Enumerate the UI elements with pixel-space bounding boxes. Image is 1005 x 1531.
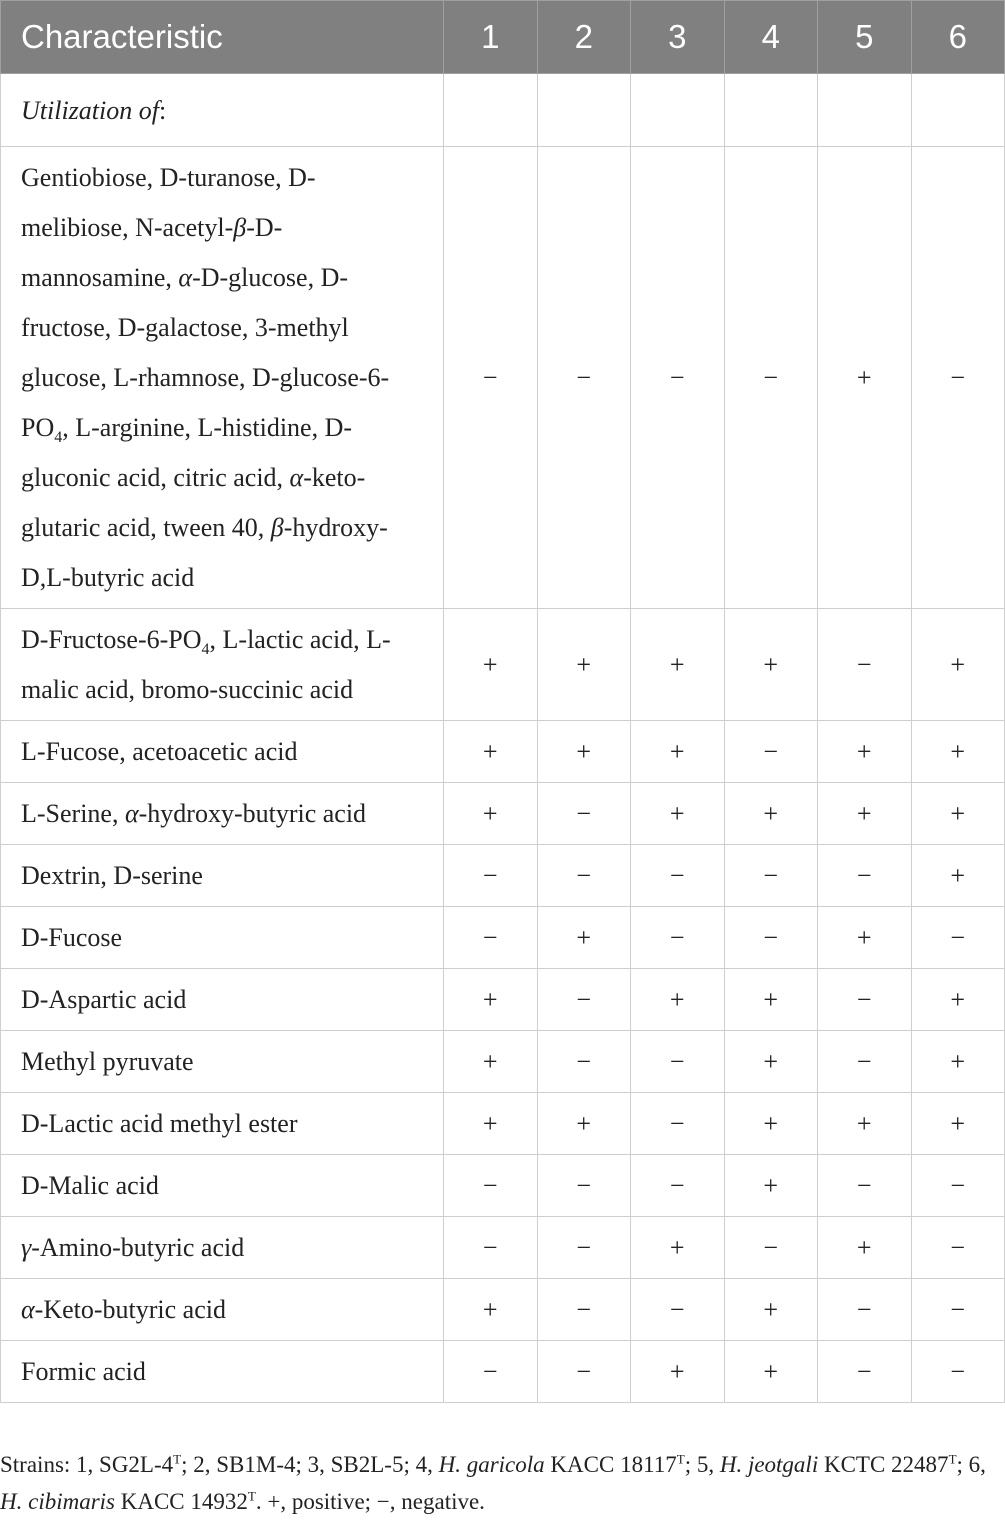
value-cell-strain-2: − (537, 1031, 631, 1093)
section-row (1, 74, 1005, 147)
row-label: Dextrin, D-serine (1, 845, 444, 907)
value-cell-strain-1: − (444, 1155, 538, 1217)
value-cell-strain-3: − (631, 1279, 725, 1341)
header-characteristic: Characteristic (1, 1, 444, 74)
value-cell-strain-2: − (537, 1217, 631, 1279)
header-row (1, 1, 1005, 74)
value-cell-strain-3: + (631, 1341, 725, 1403)
value-cell-strain-3: + (631, 969, 725, 1031)
value-cell-strain-5: − (818, 969, 912, 1031)
value-cell-strain-1: − (444, 147, 538, 609)
table-row (1, 845, 1005, 907)
value-cell-strain-1: + (444, 969, 538, 1031)
value-cell-strain-1: − (444, 845, 538, 907)
value-cell-strain-4: + (724, 1279, 818, 1341)
header-strain-1: 1 (444, 1, 538, 74)
value-cell-strain-5: − (818, 609, 912, 721)
header-strain-6: 6 (911, 1, 1005, 74)
value-cell-strain-4: + (724, 1341, 818, 1403)
value-cell-strain-6: + (911, 783, 1005, 845)
value-cell-strain-6: + (911, 1031, 1005, 1093)
value-cell-strain-2: − (537, 845, 631, 907)
value-cell-strain-5: + (818, 147, 912, 609)
value-cell-strain-1: + (444, 1031, 538, 1093)
table-row (1, 783, 1005, 845)
table-row (1, 1279, 1005, 1341)
value-cell-strain-3: − (631, 147, 725, 609)
value-cell-strain-6: + (911, 609, 1005, 721)
value-cell-strain-6: − (911, 147, 1005, 609)
row-label: Gentiobiose, D-turanose, D-melibiose, N-acetyl-β-D-mannosamine, α-D-glucose, D-fructose, D-galactose, 3-methyl glucose, L-rhamnose, $D-glucose-6-PO_4$, L-arginine, L-histidine, D-gluconic acid, citric acid, α-keto-glutaric acid, tween 40, β-hydroxy-D,L-butyric acid (1, 147, 444, 609)
value-cell-strain-6: − (911, 1217, 1005, 1279)
value-cell-strain-2: − (537, 1279, 631, 1341)
value-cell-strain-3: + (631, 609, 725, 721)
row-label: Methyl pyruvate (1, 1031, 444, 1093)
value-cell-strain-2: − (537, 1155, 631, 1217)
value-cell-strain-4: + (724, 609, 818, 721)
value-cell-strain-5: + (818, 1093, 912, 1155)
table-row (1, 1031, 1005, 1093)
value-cell-strain-3: − (631, 907, 725, 969)
value-cell-strain-2: − (537, 1341, 631, 1403)
value-cell-strain-2: + (537, 1093, 631, 1155)
header-strain-2: 2 (537, 1, 631, 74)
value-cell-strain-4: − (724, 721, 818, 783)
header-strain-4: 4 (724, 1, 818, 74)
row-label: D-Aspartic acid (1, 969, 444, 1031)
value-cell-strain-2: − (537, 969, 631, 1031)
value-cell-strain-5: − (818, 1279, 912, 1341)
value-cell-strain-3: + (631, 721, 725, 783)
value-cell-strain-1: + (444, 721, 538, 783)
table-row (1, 969, 1005, 1031)
row-label: $D-Fructose-6-PO_4$, L-lactic acid, L-malic acid, bromo-succinic acid (1, 609, 444, 721)
row-label: D-Lactic acid methyl ester (1, 1093, 444, 1155)
value-cell-strain-3: − (631, 1155, 725, 1217)
value-cell-strain-1: + (444, 1279, 538, 1341)
value-cell-strain-5: − (818, 1155, 912, 1217)
row-label: L-Fucose, acetoacetic acid (1, 721, 444, 783)
value-cell-strain-4: + (724, 969, 818, 1031)
value-cell-strain-2: + (537, 609, 631, 721)
row-label: γ-Amino-butyric acid (1, 1217, 444, 1279)
value-cell-strain-1: + (444, 1093, 538, 1155)
value-cell-strain-6: − (911, 1279, 1005, 1341)
value-cell-strain-4: + (724, 1031, 818, 1093)
value-cell-strain-5: + (818, 1217, 912, 1279)
table-footnote: Strains: 1, $SG2L-4^T$; 2, SB1M-4; 3, SB2L-5; 4, H. garicola KACC $18117^T$; 5, H. jeotgali KCTC $22487^T$; 6, H. cibimaris KACC $14932^T$. +, positive; −, negative. (0, 1451, 986, 1514)
value-cell-strain-5: + (818, 721, 912, 783)
value-cell-strain-4: + (724, 783, 818, 845)
table-row (1, 907, 1005, 969)
value-cell-strain-4: − (724, 1217, 818, 1279)
header-strain-5: 5 (818, 1, 912, 74)
value-cell-strain-1: − (444, 1217, 538, 1279)
table-row (1, 1093, 1005, 1155)
table-row (1, 1155, 1005, 1217)
value-cell-strain-2: + (537, 907, 631, 969)
value-cell-strain-6: + (911, 845, 1005, 907)
value-cell-strain-6: − (911, 1155, 1005, 1217)
value-cell-strain-5: + (818, 907, 912, 969)
section-label: Utilization of: (1, 74, 444, 147)
value-cell-strain-5: − (818, 1341, 912, 1403)
row-label: α-Keto-butyric acid (1, 1279, 444, 1341)
row-label: L-Serine, α-hydroxy-butyric acid (1, 783, 444, 845)
value-cell-strain-3: + (631, 1217, 725, 1279)
value-cell-strain-4: − (724, 147, 818, 609)
row-label: Formic acid (1, 1341, 444, 1403)
row-label: D-Fucose (1, 907, 444, 969)
value-cell-strain-2: − (537, 147, 631, 609)
value-cell-strain-6: + (911, 721, 1005, 783)
value-cell-strain-5: − (818, 1031, 912, 1093)
value-cell-strain-2: − (537, 783, 631, 845)
value-cell-strain-1: − (444, 1341, 538, 1403)
value-cell-strain-6: − (911, 1341, 1005, 1403)
table-row (1, 1217, 1005, 1279)
table-row (1, 721, 1005, 783)
value-cell-strain-5: − (818, 845, 912, 907)
value-cell-strain-1: + (444, 609, 538, 721)
value-cell-strain-1: + (444, 783, 538, 845)
value-cell-strain-6: + (911, 1093, 1005, 1155)
value-cell-strain-3: − (631, 1093, 725, 1155)
header-strain-3: 3 (631, 1, 725, 74)
value-cell-strain-3: + (631, 783, 725, 845)
value-cell-strain-4: − (724, 907, 818, 969)
table-row (1, 147, 1005, 609)
value-cell-strain-6: + (911, 969, 1005, 1031)
value-cell-strain-1: − (444, 907, 538, 969)
table-row (1, 1341, 1005, 1403)
value-cell-strain-5: + (818, 783, 912, 845)
value-cell-strain-4: + (724, 1155, 818, 1217)
table-row (1, 609, 1005, 721)
value-cell-strain-3: − (631, 1031, 725, 1093)
row-label: D-Malic acid (1, 1155, 444, 1217)
value-cell-strain-4: − (724, 845, 818, 907)
value-cell-strain-4: + (724, 1093, 818, 1155)
value-cell-strain-3: − (631, 845, 725, 907)
value-cell-strain-2: + (537, 721, 631, 783)
value-cell-strain-6: − (911, 907, 1005, 969)
